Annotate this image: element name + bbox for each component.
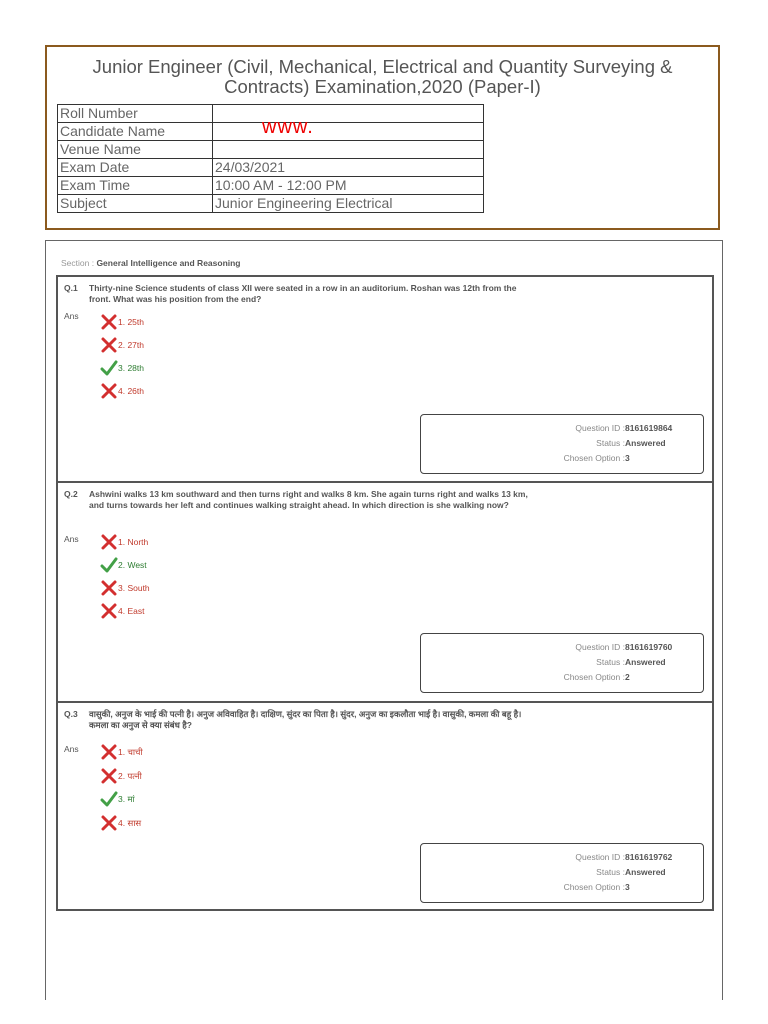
question-block [56, 481, 714, 701]
status-value: Answered [625, 867, 666, 877]
question-number: Q.1 [64, 283, 78, 293]
question-id-value: 8161619864 [625, 423, 673, 433]
info-value [213, 105, 484, 123]
option-text: 2. पत्नी [118, 771, 142, 781]
info-label: Roll Number [58, 105, 213, 123]
info-row-exam-time [58, 177, 484, 195]
status-label: Status : [596, 438, 625, 448]
status-value: Answered [625, 438, 666, 448]
option-text: 3. मां [118, 794, 135, 804]
cross-icon [100, 579, 118, 597]
status-value-wrap [625, 438, 695, 448]
cross-icon [100, 533, 118, 551]
question-id-row [575, 852, 625, 862]
status-value-wrap [625, 657, 695, 667]
info-label: Exam Date [58, 159, 213, 177]
section-name: General Intelligence and Reasoning [96, 258, 241, 268]
info-value: 24/03/2021 [213, 159, 484, 177]
option-text: 2. West [118, 560, 147, 570]
chosen-option-row [564, 453, 625, 463]
chosen-option-label: Chosen Option : [563, 882, 625, 892]
ans-label: Ans [64, 744, 79, 754]
option-text: 1. चाची [118, 747, 143, 757]
cross-icon [100, 602, 118, 620]
section-heading [61, 258, 241, 268]
cross-icon [100, 767, 118, 785]
status-value: Answered [625, 657, 666, 667]
question-id-value: 8161619762 [625, 852, 673, 862]
cross-icon [100, 814, 118, 832]
cross-icon [100, 743, 118, 761]
question-text: Ashwini walks 13 km southward and then turns right and walks 8 km. She again turns right and walks 13 km, and turns towards her left and continues walking straight ahead. In which direction is she walking now? [89, 489, 528, 510]
status-label: Status : [596, 867, 625, 877]
cross-icon [100, 382, 118, 400]
option-text: 4. East [118, 606, 145, 616]
chosen-option-value-wrap [625, 882, 695, 892]
cross-icon [100, 313, 118, 331]
info-row-venue-name [58, 141, 484, 159]
chosen-option-label: Chosen Option : [563, 672, 625, 682]
info-value [213, 123, 484, 141]
question-number: Q.3 [64, 709, 78, 719]
chosen-option-row [564, 672, 625, 682]
exam-title-line2: Contracts) Examination,2020 (Paper-I) [224, 76, 541, 97]
chosen-option-value: 3 [625, 453, 630, 463]
chosen-option-row [564, 882, 625, 892]
option-text: 1. 25th [118, 317, 144, 327]
chosen-option-value: 2 [625, 672, 630, 682]
ans-label: Ans [64, 311, 79, 321]
chosen-option-value: 3 [625, 882, 630, 892]
option-text: 4. सास [118, 818, 142, 828]
status-box [420, 633, 704, 693]
ans-label: Ans [64, 534, 79, 544]
status-label: Status : [596, 657, 625, 667]
info-row-exam-date [58, 159, 484, 177]
chosen-option-label: Chosen Option : [563, 453, 625, 463]
question-id-value-wrap [625, 852, 695, 862]
option-text: 3. South [118, 583, 150, 593]
question-number: Q.2 [64, 489, 78, 499]
info-label: Exam Time [58, 177, 213, 195]
exam-title-line1: Junior Engineer (Civil, Mechanical, Electrical and Quantity Surveying & [92, 56, 673, 77]
option-text: 3. 28th [118, 363, 144, 373]
question-block [56, 275, 714, 481]
question-block [56, 701, 714, 911]
info-row-subject [58, 195, 484, 213]
status-box [420, 843, 704, 903]
question-text: Thirty-nine Science students of class XII were seated in a row in an auditorium. Roshan was 12th from the front. What was his position from the end? [89, 283, 517, 304]
question-id-label: Question ID : [575, 642, 625, 652]
status-row [596, 867, 625, 877]
question-text: वासुकी, अनुज के भाई की पत्नी है। अनुज अविवाहित है। दाक्षिण, सुंदर का पिता है। सुंदर, अनुज का इकलौता भाई है। वासुकी, कमला की बहू है। कमला का अनुज से क्या संबंध है? [89, 709, 522, 730]
exam-header [45, 45, 720, 230]
status-row [596, 657, 625, 667]
watermark-text: www. [262, 116, 314, 138]
question-id-row [575, 423, 625, 433]
info-value: Junior Engineering Electrical [213, 195, 484, 213]
info-label: Candidate Name [58, 123, 213, 141]
option-text: 4. 26th [118, 386, 144, 396]
section-prefix: Section : [61, 258, 97, 268]
check-icon [100, 790, 118, 808]
question-id-label: Question ID : [575, 423, 625, 433]
check-icon [100, 556, 118, 574]
check-icon [100, 359, 118, 377]
question-id-value: 8161619760 [625, 642, 673, 652]
info-value [213, 141, 484, 159]
chosen-option-value-wrap [625, 453, 695, 463]
question-id-value-wrap [625, 423, 695, 433]
status-row [596, 438, 625, 448]
status-box [420, 414, 704, 474]
status-value-wrap [625, 867, 695, 877]
option-text: 2. 27th [118, 340, 144, 350]
question-id-row [575, 642, 625, 652]
info-label: Venue Name [58, 141, 213, 159]
info-value: 10:00 AM - 12:00 PM [213, 177, 484, 195]
exam-title [47, 57, 718, 97]
response-sheet [45, 240, 723, 1000]
question-id-value-wrap [625, 642, 695, 652]
chosen-option-value-wrap [625, 672, 695, 682]
info-label: Subject [58, 195, 213, 213]
option-text: 1. North [118, 537, 149, 547]
cross-icon [100, 336, 118, 354]
question-id-label: Question ID : [575, 852, 625, 862]
